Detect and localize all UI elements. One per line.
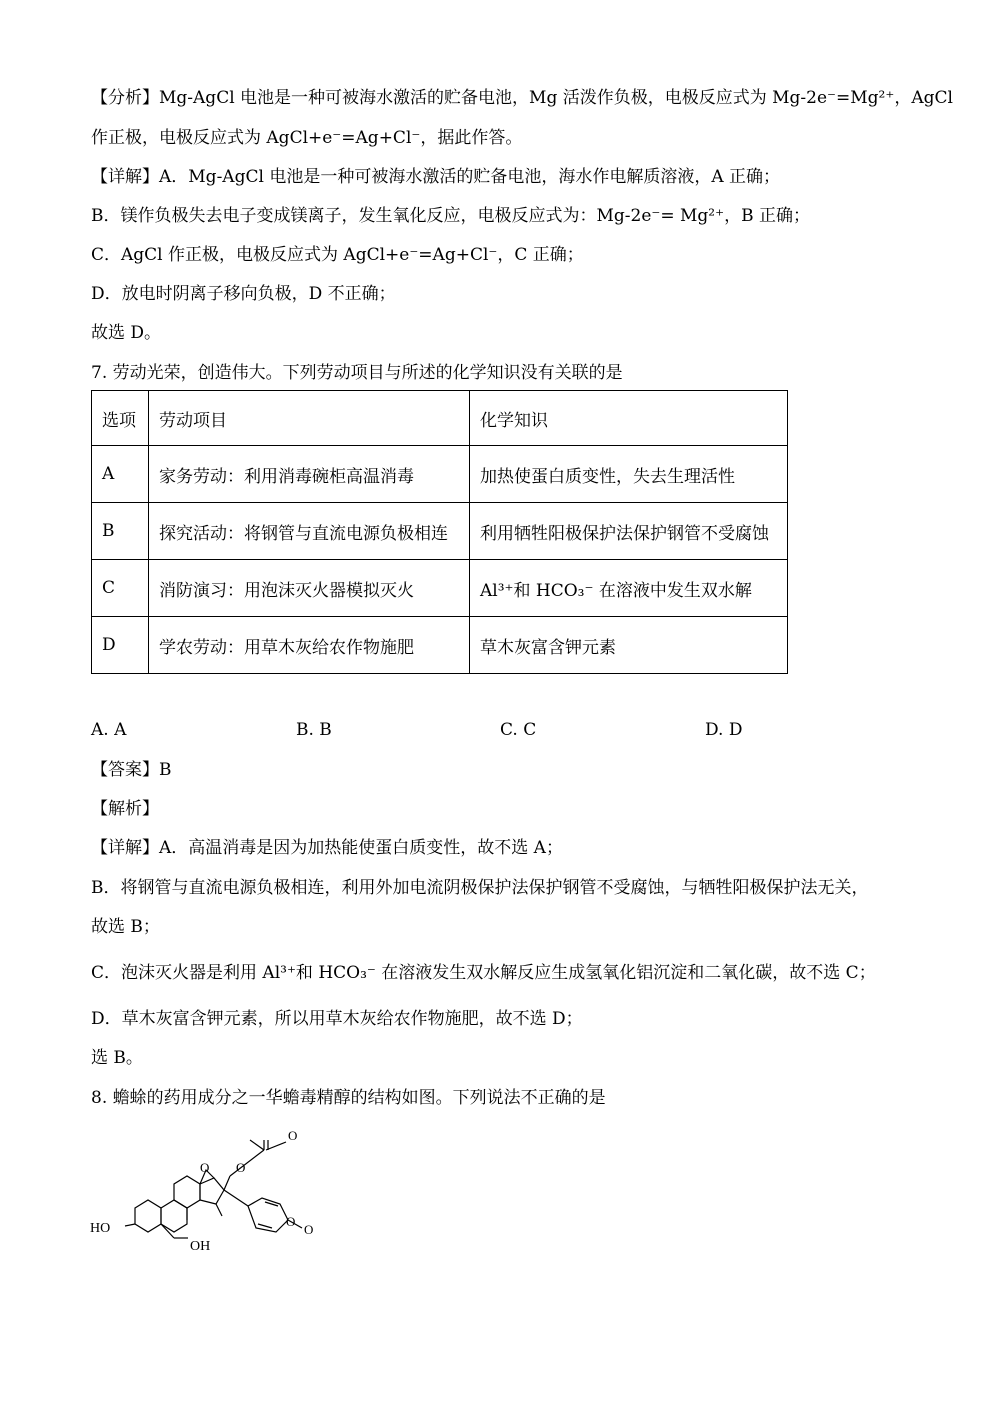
- q7-analysis-heading: 【解析】: [91, 799, 159, 819]
- ester-o-label: O: [236, 1160, 246, 1175]
- row-d-knowledge: 草木灰富含钾元素: [470, 617, 788, 674]
- row-b-knowledge: 利用牺牲阳极保护法保护钢管不受腐蚀: [470, 503, 788, 560]
- oh-label: OH: [190, 1239, 211, 1254]
- header-labor-item: 劳动项目: [149, 391, 470, 446]
- q7-detail-line-5: D．草木灰富含钾元素，所以用草木灰给农作物施肥，故不选 D；: [91, 1009, 583, 1029]
- row-d-option: D: [92, 617, 149, 674]
- detail-6-line-1: 【详解】A．Mg-AgCl 电池是一种可被海水激活的贮备电池，海水作电解质溶液，A 正确；: [91, 167, 780, 187]
- q7-detail-line-2: B．将钢管与直流电源负极相连，利用外加电流阴极保护法保护钢管不受腐蚀，与牺牲阳极保护法无关，: [91, 878, 869, 898]
- lactone-o-label: O: [304, 1222, 314, 1237]
- analysis-line-2: 作正极，电极反应式为 AgCl+e⁻=Ag+Cl⁻，据此作答。: [91, 128, 523, 148]
- detail-6-line-3: C．AgCl 作正极，电极反应式为 AgCl+e⁻=Ag+Cl⁻，C 正确；: [91, 245, 584, 265]
- header-chem-knowledge: 化学知识: [470, 391, 788, 446]
- detail-6-line-2: B．镁作负极失去电子变成镁离子，发生氧化反应，电极反应式为：Mg-2e⁻= Mg²⁺，B 正确；: [91, 206, 810, 226]
- row-c-labor: 消防演习：用泡沫灭火器模拟灭火: [149, 560, 470, 617]
- q7-detail-line-4: C．泡沫灭火器是利用 Al³⁺和 HCO₃⁻ 在溶液发生双水解反应生成氢氧化铝沉淀和二氧化碳，故不选 C；: [91, 963, 876, 983]
- table-row: [92, 446, 788, 503]
- q7-detail-line-1: 【详解】A．高温消毒是因为加热能使蛋白质变性，故不选 A；: [91, 838, 563, 858]
- carbonyl-o-label: O: [288, 1128, 298, 1143]
- q7-detail-line-3: 故选 B；: [91, 917, 160, 937]
- row-c-knowledge: Al³⁺和 HCO₃⁻ 在溶液中发生双水解: [470, 560, 788, 617]
- option-d[interactable]: D. D: [705, 720, 743, 740]
- table-row: [92, 503, 788, 560]
- analysis-line-1: 【分析】Mg-AgCl 电池是一种可被海水激活的贮备电池，Mg 活泼作负极，电极反应式为 Mg-2e⁻=Mg²⁺，AgCl: [91, 88, 953, 108]
- q7-table: [91, 390, 788, 674]
- detail-6-line-5: 故选 D。: [91, 323, 162, 343]
- q8-stem: 8. 蟾蜍的药用成分之一华蟾毒精醇的结构如图。下列说法不正确的是: [91, 1088, 606, 1108]
- row-d-labor: 学农劳动：用草木灰给农作物施肥: [149, 617, 470, 674]
- row-a-labor: 家务劳动：利用消毒碗柜高温消毒: [149, 446, 470, 503]
- epoxide-o-label: O: [200, 1160, 210, 1175]
- ring-c: [174, 1176, 200, 1208]
- ring-a: [135, 1200, 161, 1232]
- ho-label: HO: [90, 1221, 111, 1236]
- row-a-option: A: [92, 446, 149, 503]
- molecule-structure: [90, 1120, 370, 1270]
- ring-b: [161, 1200, 187, 1232]
- option-c[interactable]: C. C: [500, 720, 537, 740]
- detail-6-line-4: D．放电时阴离子移向负极，D 不正确；: [91, 284, 396, 304]
- table-header-row: [92, 391, 788, 446]
- q7-answer: 【答案】B: [91, 760, 172, 780]
- q7-detail-line-6: 选 B。: [91, 1048, 143, 1068]
- option-a[interactable]: A. A: [91, 720, 127, 740]
- header-option: 选项: [92, 391, 149, 446]
- row-a-knowledge: 加热使蛋白质变性，失去生理活性: [470, 446, 788, 503]
- row-b-option: B: [92, 503, 149, 560]
- table-row: [92, 560, 788, 617]
- option-b[interactable]: B. B: [296, 720, 332, 740]
- q7-options: [91, 720, 911, 742]
- q7-stem: 7. 劳动光荣，创造伟大。下列劳动项目与所述的化学知识没有关联的是: [91, 363, 623, 383]
- ring-o-label: O: [286, 1214, 296, 1229]
- table-row: [92, 617, 788, 674]
- row-b-labor: 探究活动：将钢管与直流电源负极相连: [149, 503, 470, 560]
- row-c-option: C: [92, 560, 149, 617]
- ring-d: [200, 1178, 224, 1204]
